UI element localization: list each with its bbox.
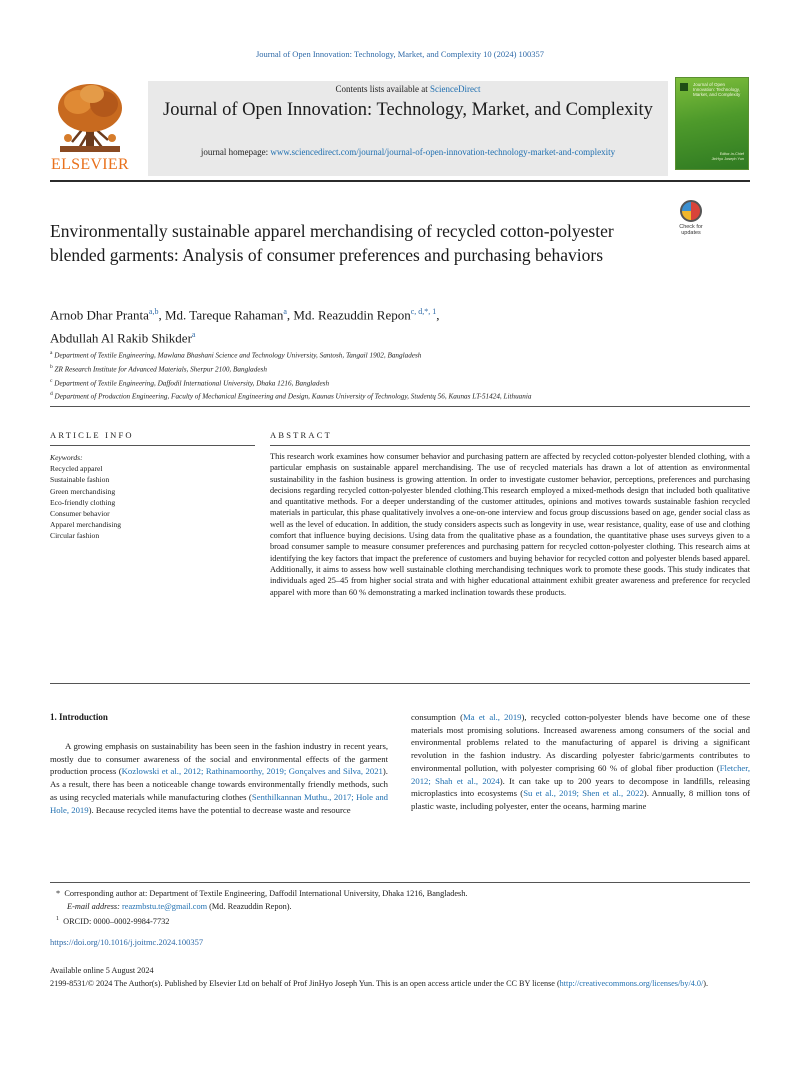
affiliation-mark: b <box>50 363 53 370</box>
keywords-label: Keywords: <box>50 453 83 462</box>
journal-cover-thumbnail[interactable] <box>675 77 749 170</box>
body-text: ), recycled cotton-polyester blends have become one of these materials most promising solutions. Increased awareness among consumers of the social and environmental problems related to the manufacturing of apparel is driving a significant revolution in the fashion industry. As discarding polyester fabric/garments contributes to environmental pollution, with polyester comprising 60 % of global fiber production ( <box>411 712 750 773</box>
check-updates-icon <box>680 200 702 222</box>
corresponding-author-text: Corresponding author at: Department of Textile Engineering, Daffodil International University, Dhaka 1216, Bangladesh. <box>64 889 468 898</box>
orcid-text: ORCID: 0000–0002-9984-7732 <box>63 917 170 927</box>
keyword: Consumer behavior <box>50 509 110 519</box>
corresponding-author-note <box>56 888 746 901</box>
email-note <box>56 901 746 914</box>
author-affil-marks[interactable]: c, d,*, 1 <box>410 307 437 316</box>
keyword: Sustainable fashion <box>50 475 110 485</box>
affiliation-text: Department of Textile Engineering, Daffodil International University, Dhaka 1216, Bangladesh <box>54 378 330 387</box>
journal-citation-line[interactable]: Journal of Open Innovation: Technology, Market, and Complexity 10 (2024) 100357 <box>255 49 545 59</box>
header-rule <box>50 180 750 182</box>
affiliation-rule <box>50 406 750 407</box>
intro-paragraph <box>411 711 750 813</box>
affiliation-list <box>50 348 750 403</box>
license-statement <box>50 978 750 991</box>
abstract-heading: ABSTRACT <box>270 430 332 440</box>
journal-homepage-link[interactable]: www.sciencedirect.com/journal/journal-of-open-innovation-technology-market-and-complexity <box>270 147 616 157</box>
keyword: Circular fashion <box>50 531 100 541</box>
available-online-date: Available online 5 August 2024 <box>50 966 154 975</box>
journal-title: Journal of Open Innovation: Technology, Market, and Complexity <box>163 100 653 120</box>
affiliation-text: Department of Textile Engineering, Mawlana Bhashani Science and Technology University, Santosh, Tangail 1902, Bangladesh <box>54 351 422 360</box>
body-text: ). It can take up to 200 years to decompose in landfills, releasing microplastics into ecosystems ( <box>411 775 750 799</box>
license-text: 2199-8531/© 2024 The Author(s). Published by Elsevier Ltd on behalf of Prof JinHyo Joseph Yun. This is an open access article under the CC BY license ( <box>50 979 560 988</box>
sciencedirect-link[interactable]: ScienceDirect <box>430 84 481 94</box>
affiliation-mark: a <box>50 350 53 356</box>
body-text: ). As a result, there has been a noticeable change towards environmentally friendly methods, such as using recycled materials while manufacturing clothes ( <box>50 766 388 802</box>
article-title: Environmentally sustainable apparel merchandising of recycled cotton-polyester blended garments: Analysis of consumer preferences and purchasing behaviors <box>50 221 614 265</box>
author-separator: , <box>286 307 294 323</box>
elsevier-wordmark: ELSEVIER <box>51 156 129 173</box>
author-affil-marks[interactable]: a <box>191 330 196 340</box>
author-affil-marks[interactable]: a <box>283 307 287 316</box>
body-text: ). Annually, 8 million tons of plastic waste, including polyester, enter the oceans, harming marine <box>411 788 750 811</box>
affiliation-mark: c <box>50 377 53 384</box>
keyword: Recycled apparel <box>50 464 103 474</box>
email-label: E-mail address: <box>67 901 122 911</box>
footnote-rule <box>50 882 750 883</box>
contents-available-line <box>148 84 668 94</box>
body-text: A growing emphasis on sustainability has been seen in the fashion industry in recent years, mostly due to consumer awareness of the social and environmental effects of the garment production process ( <box>50 741 388 777</box>
affiliation-text: Department of Production Engineering, Faculty of Mechanical Engineering and Design, Kaunas University of Technology, Studentų 56, Kaunas LT-51424, Lithuania <box>54 392 532 401</box>
keyword: Green merchandising <box>50 486 116 496</box>
license-link[interactable]: http://creativecommons.org/licenses/by/4.0/ <box>559 979 704 988</box>
cover-title: Journal of Open Innovation: Technology, Market, and Complexity <box>693 82 741 97</box>
journal-header-band <box>148 81 668 176</box>
abstract-end-rule <box>50 683 750 684</box>
abstract-rule <box>270 445 750 446</box>
article-info-heading: ARTICLE INFO <box>50 430 134 440</box>
article-info-rule <box>50 445 255 446</box>
citation-link[interactable]: Su et al., 2019; Shen et al., 2022 <box>523 788 644 799</box>
journal-homepage-line <box>148 146 668 158</box>
body-text: ). Because recycled items have the potential to decrease waste and resource <box>88 804 351 815</box>
author[interactable]: Arnob Dhar Pranta <box>50 307 149 323</box>
citation-link[interactable]: Kozlowski et al., 2012; Rathinamoorthy, 2019; Gonçalves and Silva, 2021 <box>121 766 383 777</box>
homepage-prefix: journal homepage: <box>200 147 271 157</box>
keyword: Eco-friendly clothing <box>50 497 116 507</box>
footnote-mark: 1 <box>56 916 59 923</box>
affiliation-item <box>50 389 750 403</box>
citation-link[interactable]: Ma et al., 2019 <box>463 712 522 722</box>
affiliation-item <box>50 348 750 362</box>
author[interactable]: Md. Tareque Rahaman <box>164 307 284 323</box>
author[interactable]: Abdullah Al Rakib Shikder <box>50 330 192 346</box>
check-for-updates-button[interactable] <box>672 200 710 240</box>
email-link[interactable]: reazmbstu.te@gmail.com <box>122 901 208 911</box>
contents-prefix: Contents lists available at <box>335 84 430 94</box>
author-separator: , <box>436 307 440 323</box>
citation-link[interactable]: Senthilkannan Muthu., 2017; Hole and Hole, 2019 <box>50 791 389 815</box>
doi-link[interactable]: https://doi.org/10.1016/j.joitmc.2024.100357 <box>50 937 204 947</box>
intro-paragraph <box>50 740 388 816</box>
abstract-body: This research work examines how consumer behavior and purchasing pattern are affected by recycled cotton-polyester blended clothing, with a particular emphasis on sustainable apparel merchandising. The use of recycled materials has drawn a lot of attention as environmental sustainability in the fashion business is growing attention. In order to investigate customer behavior, perceptions, preferences and purchasing decisions regarding recycled cotton-polyester blended clothing.This research employed a mixed-methods design that included both qualitative and quantitative methods. For a deeper understanding of the customer attitudes, opinions and motives towards sustainable fashion recycled materials in particular, this phase qualitatively involves a one-on-one interview and focus group discussions based on age, gender social class as well as the level of education. In addition, the study considers aspects such as longevity in use, wear resistance, quality, ease of use and clothing comfort that influence buying decisions. Using data from the qualitative phase as a foundation, the quantitative phase uses surveys given to a broad consumer sample to measure consumer preferences and purchasing pattern for recycled cotton-polyester clothing. This research aims at identifying the key factors that impact the preference of customers and buying behavior for recycled cotton and polyester blends based apparel. Additionally, it aims to assess how well sustainable clothing merchandising techniques work to promote these goods. This study indicates that individuals aged 25–45 from higher social strata and with higher educational attainment exhibit greater awareness and preference for recycled apparel with more than 60 % demonstrating a marked inclination towards these products. <box>270 452 750 597</box>
affiliation-item <box>50 362 750 376</box>
affiliation-item <box>50 376 750 390</box>
affiliation-mark: d <box>50 391 53 398</box>
keywords-block <box>50 452 255 542</box>
citation-link[interactable]: Fletcher, 2012; Shah et al., 2024 <box>411 762 750 786</box>
intro-left-column <box>50 740 388 816</box>
affiliation-text: ZR Research Institute for Advanced Materials, Sherpur 2100, Bangladesh <box>54 365 267 374</box>
check-updates-label: Check for updates <box>679 224 703 236</box>
footnotes <box>56 888 746 929</box>
cover-badge-icon <box>680 83 688 91</box>
intro-right-column <box>411 711 750 813</box>
author-list <box>50 302 750 349</box>
license-end: ). <box>703 979 709 988</box>
body-text: consumption ( <box>411 712 464 722</box>
orcid-note <box>56 913 746 928</box>
footnote-mark: * <box>56 889 61 898</box>
email-suffix: (Md. Reazuddin Repon). <box>207 901 292 911</box>
author-affil-marks[interactable]: a,b <box>148 307 159 316</box>
section-heading: 1. Introduction <box>50 712 108 722</box>
cover-editor: Editor-in-Chief JinHyo Joseph Yun <box>711 152 744 161</box>
author-separator: , <box>158 307 165 323</box>
author[interactable]: Md. Reazuddin Repon <box>293 307 411 323</box>
keyword: Apparel merchandising <box>50 520 122 530</box>
